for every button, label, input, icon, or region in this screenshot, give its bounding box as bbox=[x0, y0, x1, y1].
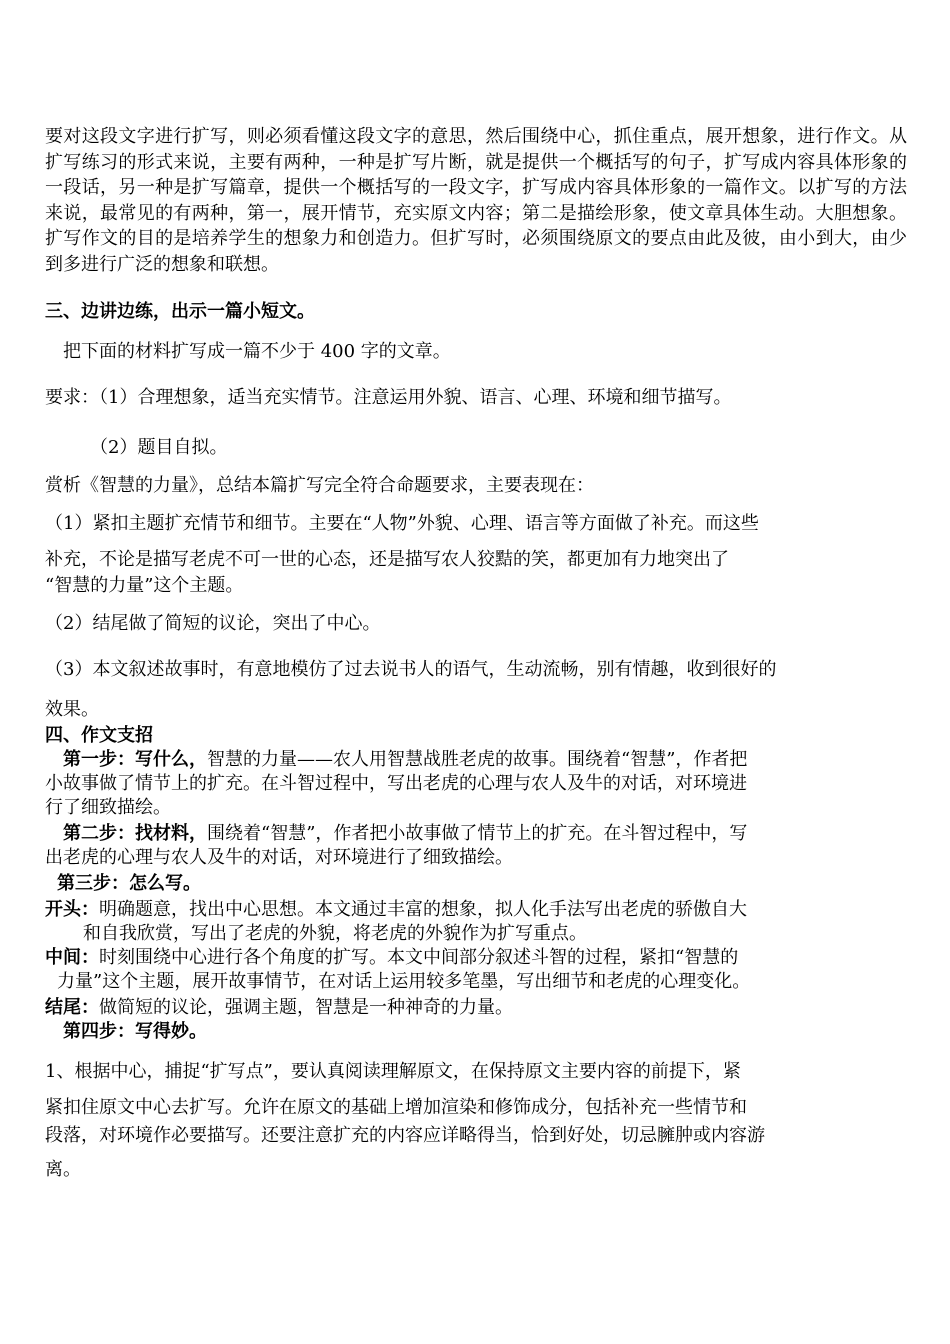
analysis-point-1c: “智慧的力量”这个主题。 bbox=[45, 575, 244, 596]
middle-line-a bbox=[45, 946, 907, 970]
requirement-2: （2）题目自拟。 bbox=[90, 437, 228, 458]
analysis-intro: 赏析《智慧的力量》，总结本篇扩写完全符合命题要求，主要表现在： bbox=[45, 475, 594, 496]
intro-paragraph: 要对这段文字进行扩写，则必须看懂这段文字的意思，然后围绕中心，抓住重点，展开想象，进行作文。从扩写练习的形式来说，主要有两种，一种是扩写片断，就是提供一个概括写的句子，扩写成内容具体形象的一段话，另一种是扩写篇章，提供一个概括写的一段文字，扩写成内容具体形象的一篇作文。以扩写的方法来说，最常见的有两种，第一，展开情节，充实原文内容；第二是描绘形象，使文章具体生动。大胆想象。扩写作文的目的是培养学生的想象力和创造力。但扩写时，必须围绕原文的要点由此及彼，由小到大，由少到多进行广泛的想象和联想。 bbox=[45, 126, 907, 275]
step3-label: 第三步：怎么写。 bbox=[57, 873, 201, 894]
analysis-point-1a: （1）紧扣主题扩充情节和细节。主要在“人物”外貌、心理、语言等方面做了补充。而这些 bbox=[45, 513, 759, 534]
step2-text-b: 出老虎的心理与农人及牛的对话，对环境进行了细致描绘。 bbox=[45, 847, 513, 868]
opening-label: 开头： bbox=[45, 899, 99, 920]
middle-label: 中间： bbox=[45, 947, 99, 968]
ending-line bbox=[45, 996, 907, 1020]
tip1-c: 段落，对环境作必要描写。还要注意扩充的内容应详略得当，恰到好处，切忌臃肿或内容游 bbox=[45, 1125, 765, 1146]
section4-heading: 四、作文支招 bbox=[45, 725, 153, 746]
opening-line-a bbox=[45, 898, 907, 922]
step2-text-a: 围绕着“智慧”，作者把小故事做了情节上的扩充。在斗智过程中，写 bbox=[207, 823, 748, 844]
analysis-point-1b: 补充，不论是描写老虎不可一世的心态，还是描写农人狡黠的笑，都更加有力地突出了 bbox=[45, 549, 729, 570]
step2-line-a bbox=[63, 822, 908, 846]
opening-text-b: 和自我欣赏，写出了老虎的外貌，将老虎的外貌作为扩写重点。 bbox=[83, 923, 587, 944]
step1-text-b: 小故事做了情节上的扩充。在斗智过程中，写出老虎的心理与农人及牛的对话，对环境进 bbox=[45, 773, 747, 794]
step1-label: 第一步：写什么， bbox=[63, 749, 207, 770]
tip1-a: 1、根据中心，捕捉“扩写点”，要认真阅读理解原文，在保持原文主要内容的前提下，紧 bbox=[45, 1061, 741, 1082]
task-text: 把下面的材料扩写成一篇不少于 400 字的文章。 bbox=[63, 341, 451, 362]
step2-label: 第二步：找材料， bbox=[63, 823, 207, 844]
tip1-b: 紧扣住原文中心去扩写。允许在原文的基础上增加渲染和修饰成分，包括补充一些情节和 bbox=[45, 1097, 747, 1118]
ending-text: 做简短的议论，强调主题，智慧是一种神奇的力量。 bbox=[99, 997, 513, 1018]
tip1-d: 离。 bbox=[45, 1159, 81, 1180]
step1-line-a bbox=[63, 748, 908, 772]
analysis-point-3b: 效果。 bbox=[45, 699, 99, 720]
step1-text-a: 智慧的力量——农人用智慧战胜老虎的故事。围绕着“智慧”，作者把 bbox=[207, 749, 748, 770]
middle-text-a: 时刻围绕中心进行各个角度的扩写。本文中间部分叙述斗智的过程，紧扣“智慧的 bbox=[99, 947, 739, 968]
middle-text-b: 力量”这个主题，展开故事情节，在对话上运用较多笔墨，写出细节和老虎的心理变化。 bbox=[57, 971, 751, 992]
step1-text-c: 行了细致描绘。 bbox=[45, 797, 171, 818]
analysis-point-3a: （3）本文叙述故事时，有意地模仿了过去说书人的语气，生动流畅，别有情趣，收到很好的 bbox=[45, 659, 777, 680]
analysis-point-2: （2）结尾做了简短的议论，突出了中心。 bbox=[45, 613, 381, 634]
section3-heading: 三、边讲边练，出示一篇小短文。 bbox=[45, 301, 315, 322]
requirement-1: 要求：（1）合理想象，适当充实情节。注意运用外貌、语言、心理、环境和细节描写。 bbox=[45, 387, 732, 408]
opening-text-a: 明确题意，找出中心思想。本文通过丰富的想象，拟人化手法写出老虎的骄傲自大 bbox=[99, 899, 747, 920]
ending-label: 结尾： bbox=[45, 997, 99, 1018]
step4-label: 第四步：写得妙。 bbox=[63, 1021, 207, 1042]
